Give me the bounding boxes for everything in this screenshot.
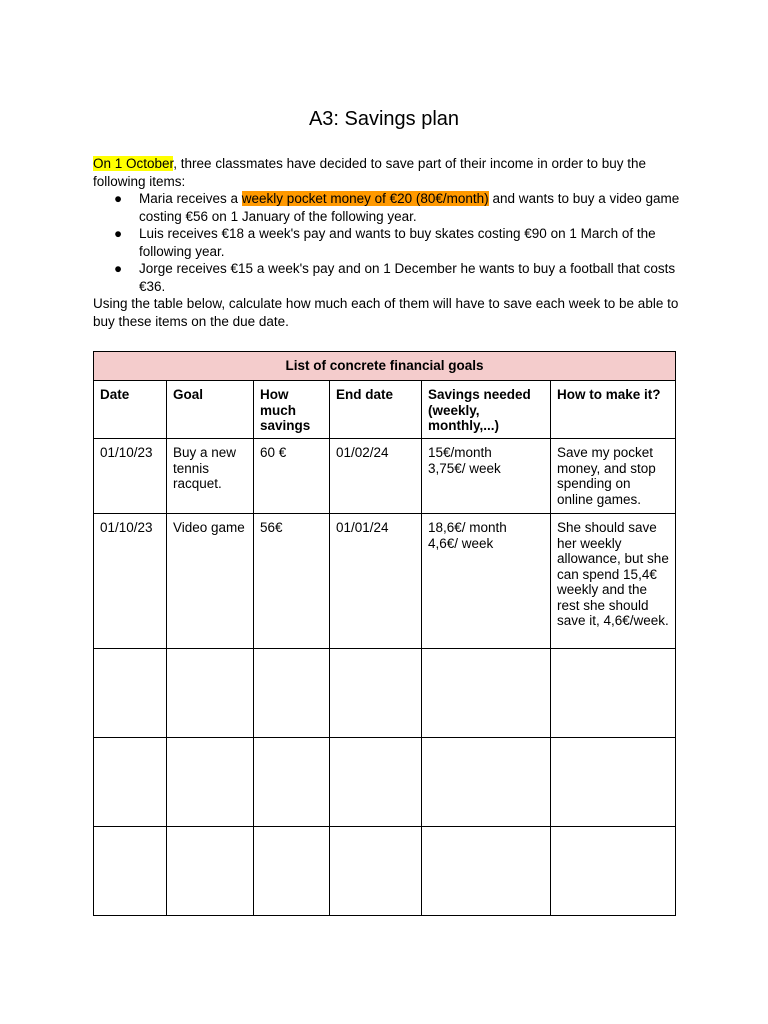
financial-goals-table: [93, 351, 676, 916]
cell-goal[interactable]: Video game: [167, 514, 254, 649]
savings-weekly: 3,75€/ week: [428, 460, 501, 476]
table-row-empty: [94, 649, 676, 738]
table-header-row: [94, 381, 676, 439]
cell-empty[interactable]: [254, 738, 330, 827]
cell-amount[interactable]: 60 €: [254, 439, 330, 514]
jorge-text: Jorge receives €15 a week's pay and on 1 December he wants to buy a football that costs €36.: [139, 261, 676, 294]
cell-empty[interactable]: [551, 827, 676, 916]
cell-amount[interactable]: 56€: [254, 514, 330, 649]
page-title: A3: Savings plan: [308, 108, 460, 130]
intro-text: [93, 155, 683, 330]
header-end-date: End date: [330, 381, 422, 439]
cell-empty[interactable]: [330, 827, 422, 916]
cell-empty[interactable]: [94, 649, 167, 738]
cell-how[interactable]: She should save her weekly allowance, but she can spend 15,4€ weekly and the rest she should save it, 4,6€/week.: [551, 514, 676, 649]
header-date: Date: [94, 381, 167, 439]
bullet-icon: ●: [114, 261, 123, 276]
cell-empty[interactable]: [330, 649, 422, 738]
bullet-icon: ●: [114, 191, 123, 206]
cell-empty[interactable]: [254, 649, 330, 738]
cell-empty[interactable]: [551, 738, 676, 827]
highlighted-date: On 1 October: [93, 156, 174, 171]
savings-monthly: 15€/month: [428, 445, 492, 460]
table-row-empty: [94, 738, 676, 827]
cell-empty[interactable]: [330, 738, 422, 827]
header-goal: Goal: [167, 381, 254, 439]
cell-end-date[interactable]: 01/02/24: [330, 439, 422, 514]
closing-paragraph: Using the table below, calculate how much each of them will have to save each week to be able to buy these items on the due date.: [93, 296, 679, 329]
cell-empty[interactable]: [167, 738, 254, 827]
table-caption: List of concrete financial goals: [94, 352, 676, 381]
highlighted-pocket-money: weekly pocket money of €20 (80€/month): [241, 191, 489, 206]
luis-text: Luis receives €18 a week's pay and wants to buy skates costing €90 on 1 March of the following year.: [139, 226, 656, 259]
cell-savings-needed[interactable]: [422, 439, 551, 514]
cell-end-date[interactable]: 01/01/24: [330, 514, 422, 649]
cell-empty[interactable]: [167, 649, 254, 738]
savings-monthly: 18,6€/ month: [428, 520, 507, 535]
header-savings-needed: Savings needed (weekly, monthly,...): [422, 381, 551, 439]
maria-text-after: and wants to buy a video game costing €56 on 1 January of the following year.: [139, 191, 680, 224]
cell-empty[interactable]: [94, 738, 167, 827]
list-item-luis: [114, 225, 683, 260]
cell-how[interactable]: Save my pocket money, and stop spending on online games.: [551, 439, 676, 514]
cell-empty[interactable]: [422, 649, 551, 738]
list-item-jorge: [114, 260, 683, 295]
cell-empty[interactable]: [422, 827, 551, 916]
items-list: [93, 190, 683, 295]
cell-date[interactable]: 01/10/23: [94, 514, 167, 649]
cell-empty[interactable]: [94, 827, 167, 916]
list-item-maria: [114, 190, 683, 225]
cell-empty[interactable]: [254, 827, 330, 916]
bullet-icon: ●: [114, 226, 123, 241]
header-how-to-make-it: How to make it?: [551, 381, 676, 439]
cell-savings-needed[interactable]: [422, 514, 551, 649]
cell-empty[interactable]: [167, 827, 254, 916]
table-row-empty: [94, 827, 676, 916]
savings-weekly: 4,6€/ week: [428, 535, 494, 551]
cell-empty[interactable]: [551, 649, 676, 738]
cell-empty[interactable]: [422, 738, 551, 827]
header-how-much-savings: How much savings: [254, 381, 330, 439]
intro-paragraph: [93, 155, 683, 190]
table-caption-row: [94, 352, 676, 381]
table-row: [94, 514, 676, 649]
cell-goal[interactable]: Buy a new tennis racquet.: [167, 439, 254, 514]
intro-lead: , three classmates have decided to save part of their income in order to buy the following items:: [93, 156, 647, 189]
cell-date[interactable]: 01/10/23: [94, 439, 167, 514]
maria-text-before: Maria receives a: [139, 191, 242, 206]
table-row: [94, 439, 676, 514]
